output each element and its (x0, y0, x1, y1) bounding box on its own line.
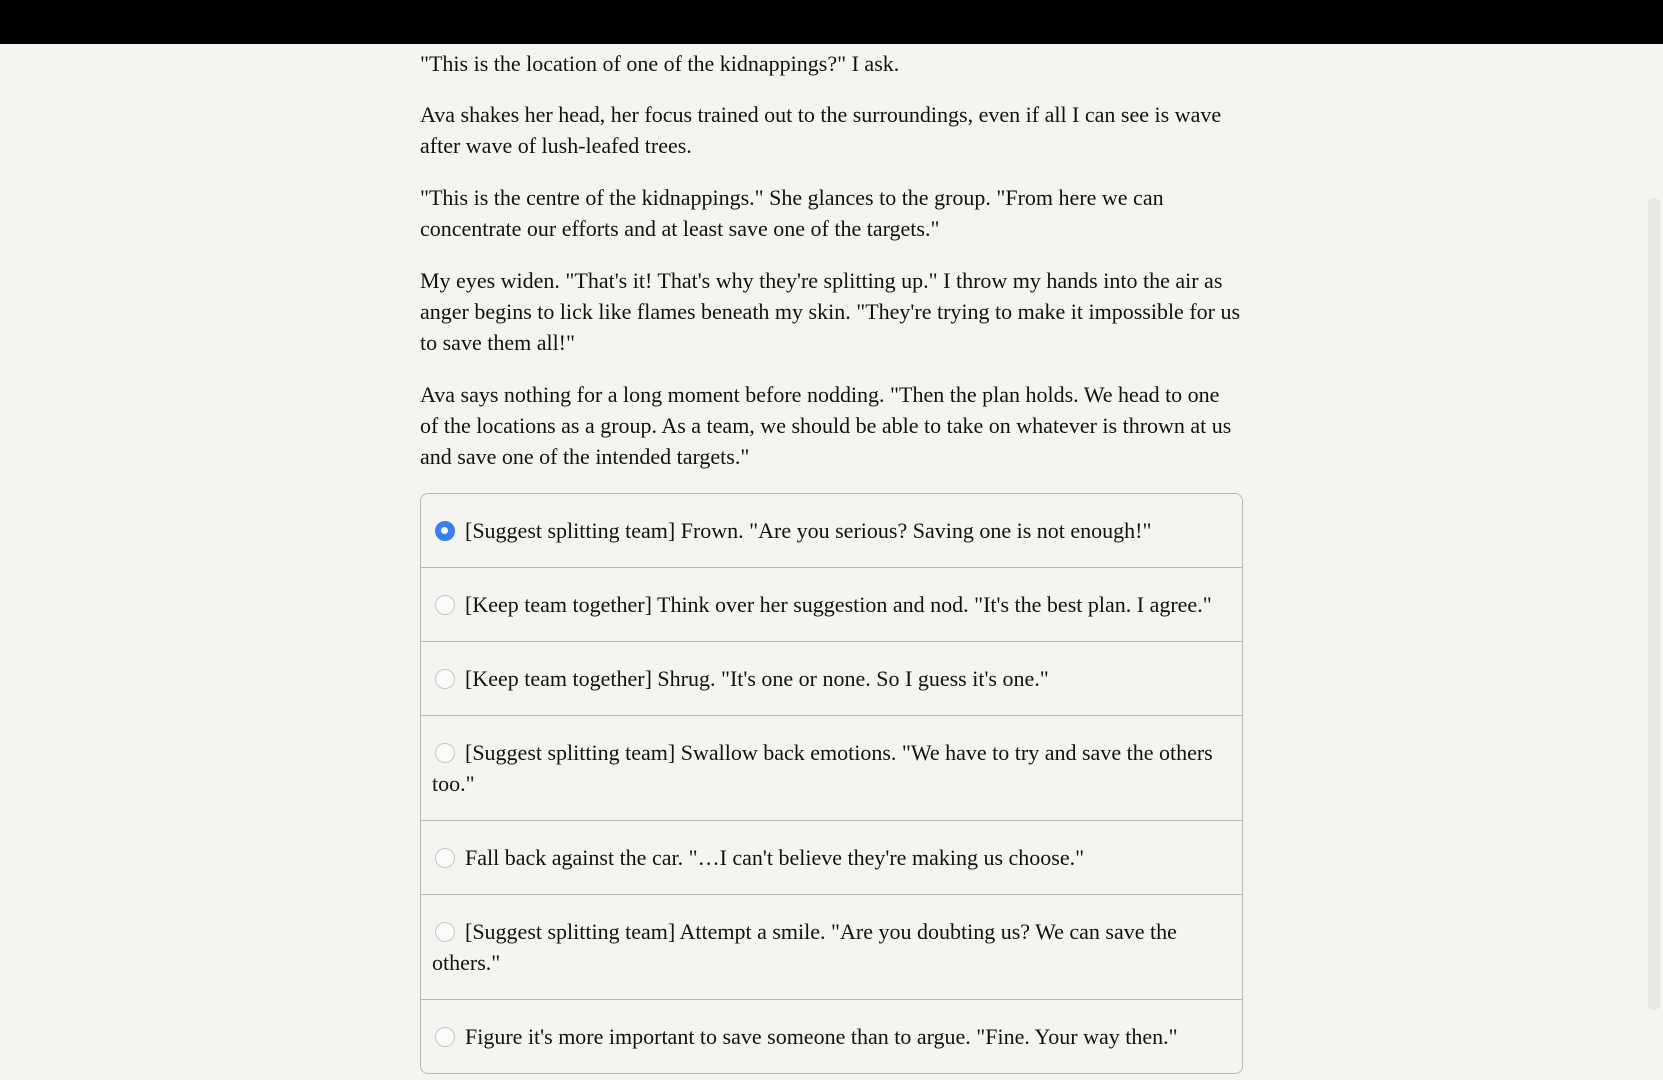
story-paragraph: Ava says nothing for a long moment before nodding. "Then the plan holds. We head to one of the locations as a group. As a team, we should be able to take on whatever is thrown at us and save one of the intended targets." (420, 382, 1232, 469)
story-paragraph: Ava shakes her head, her focus trained out to the surroundings, even if all I can see is wave after wave of lush-leafed trees. (420, 102, 1222, 158)
top-bar (0, 0, 1663, 44)
choice-option-3[interactable] (421, 641, 1242, 715)
choice-option-2[interactable] (421, 567, 1242, 641)
radio-selected-icon[interactable] (435, 521, 455, 541)
story-paragraph: "This is the location of one of the kidnappings?" I ask. (420, 51, 900, 76)
story-paragraph: "This is the centre of the kidnappings." She glances to the group. "From here we can concentrate our efforts and at least save one of the targets." (420, 185, 1164, 241)
choice-label: [Suggest splitting team] Swallow back emotions. "We have to try and save the others too." (432, 740, 1213, 796)
radio-unselected-icon[interactable] (435, 922, 455, 942)
radio-unselected-icon[interactable] (435, 1027, 455, 1047)
story-paragraph: My eyes widen. "That's it! That's why they're splitting up." I throw my hands into the air as anger begins to lick like flames beneath my skin. "They're trying to make it impossible for us to save them all!" (420, 268, 1241, 355)
choice-label: [Keep team together] Shrug. "It's one or none. So I guess it's one." (465, 666, 1049, 691)
choice-label: Figure it's more important to save someone than to argue. "Fine. Your way then." (465, 1024, 1178, 1049)
choice-label: [Suggest splitting team] Attempt a smile. "Are you doubting us? We can save the others." (432, 919, 1177, 975)
choice-option-5[interactable] (421, 820, 1242, 894)
choice-option-7[interactable] (421, 999, 1242, 1073)
story-content (420, 48, 1243, 1074)
choice-list (420, 493, 1243, 1074)
choice-label: [Keep team together] Think over her suggestion and nod. "It's the best plan. I agree." (465, 592, 1212, 617)
choice-option-4[interactable] (421, 715, 1242, 820)
radio-unselected-icon[interactable] (435, 669, 455, 689)
scrollbar-track[interactable] (1648, 198, 1660, 1010)
choice-option-6[interactable] (421, 894, 1242, 999)
choice-label: Fall back against the car. "…I can't believe they're making us choose." (465, 845, 1085, 870)
choice-option-1[interactable] (421, 494, 1242, 567)
radio-unselected-icon[interactable] (435, 848, 455, 868)
choice-label: [Suggest splitting team] Frown. "Are you serious? Saving one is not enough!" (465, 518, 1152, 543)
radio-unselected-icon[interactable] (435, 595, 455, 615)
radio-unselected-icon[interactable] (435, 743, 455, 763)
